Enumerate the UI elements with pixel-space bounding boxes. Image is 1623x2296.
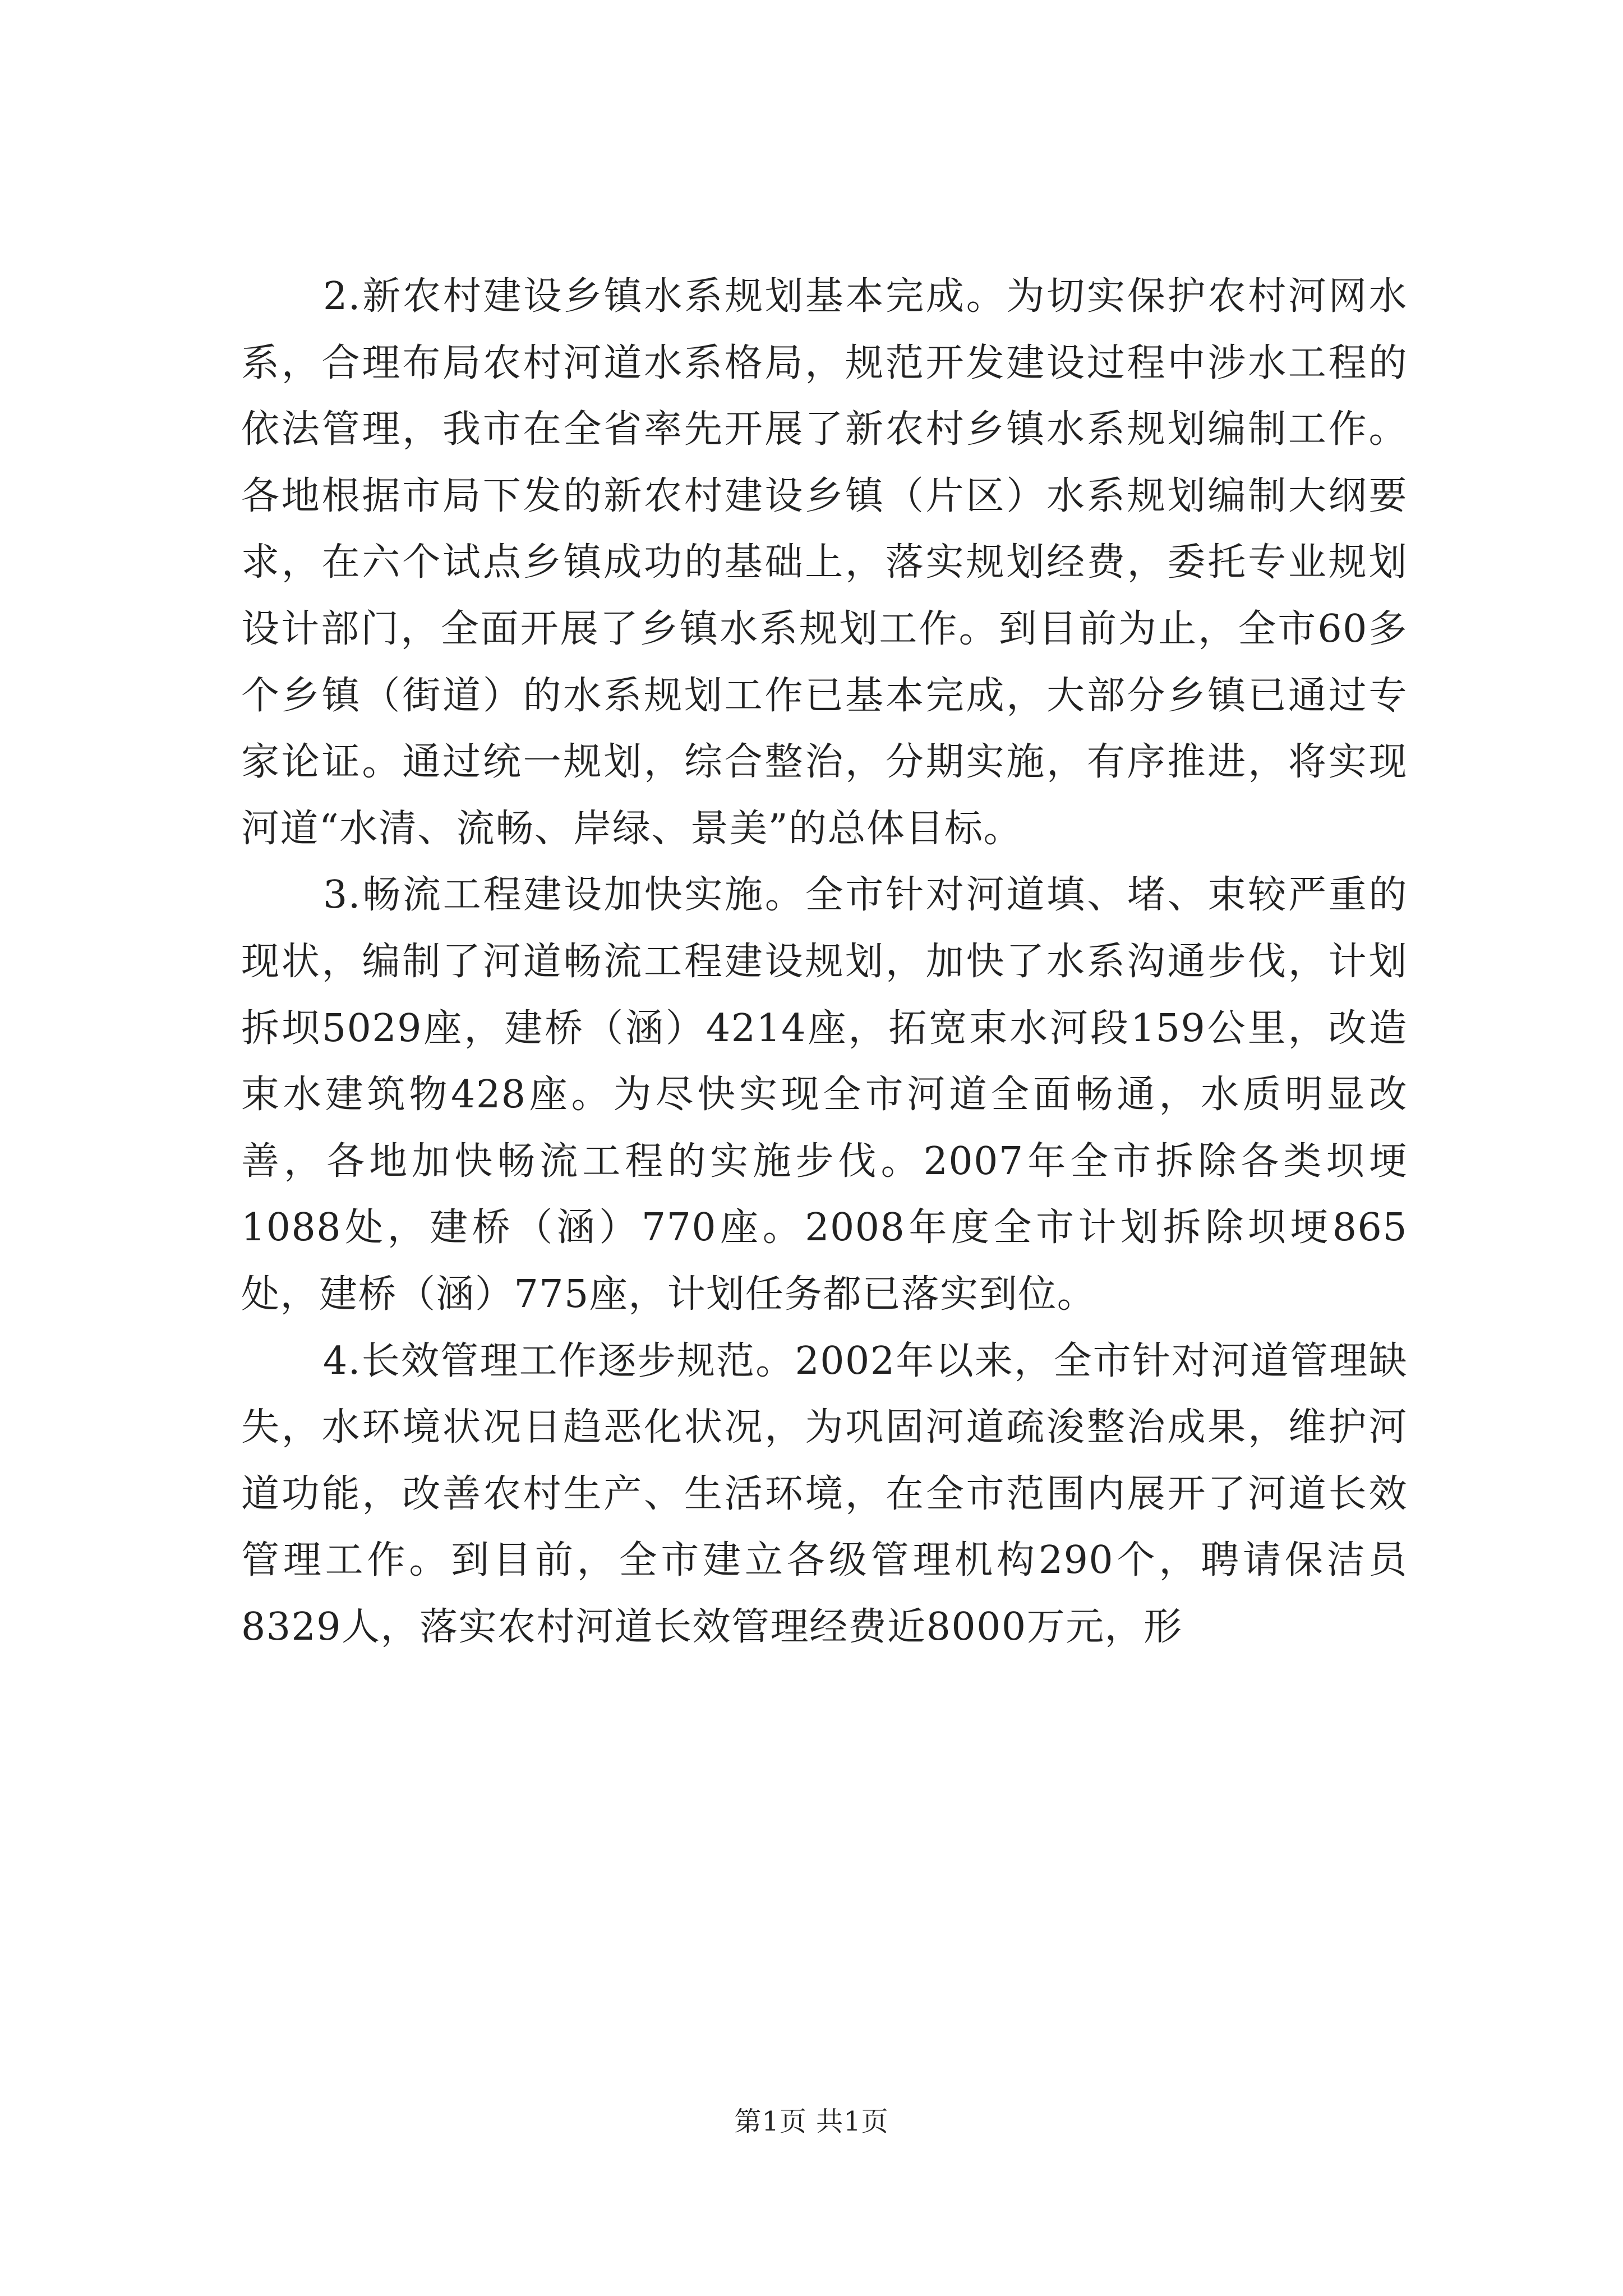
document-body [241, 264, 1408, 1660]
paragraph-2-water-system-planning: 2.新农村建设乡镇水系规划基本完成。为切实保护农村河网水系，合理布局农村河道水系格局，规范开发建设过程中涉水工程的依法管理，我市在全省率先开展了新农村乡镇水系规划编制工作。各地根据市局下发的新农村建设乡镇（片区）水系规划编制大纲要求，在六个试点乡镇成功的基础上，落实规划经费，委托专业规划设计部门，全面开展了乡镇水系规划工作。到目前为止，全市60多个乡镇（街道）的水系规划工作已基本完成，大部分乡镇已通过专家论证。通过统一规划，综合整治，分期实施，有序推进，将实现河道“水清、流畅、岸绿、景美”的总体目标。 [241, 274, 1408, 851]
paragraph-3-flow-projects: 3.畅流工程建设加快实施。全市针对河道填、堵、束较严重的现状，编制了河道畅流工程建设规划，加快了水系沟通步伐，计划拆坝5029座，建桥（涵）4214座，拓宽束水河段159公里，改造束水建筑物428座。为尽快实现全市河道全面畅通，水质明显改善，各地加快畅流工程的实施步伐。2007年全市拆除各类坝埂1088处，建桥（涵）770座。2008年度全市计划拆除坝埂865处，建桥（涵）775座，计划任务都已落实到位。 [241, 873, 1408, 1317]
paragraph-4-long-term-management: 4.长效管理工作逐步规范。2002年以来，全市针对河道管理缺失，水环境状况日趋恶化状况，为巩固河道疏浚整治成果，维护河道功能，改善农村生产、生活环境，在全市范围内展开了河道长效管理工作。到目前，全市建立各级管理机构290个，聘请保洁员8329人，落实农村河道长效管理经费近8000万元，形 [241, 1338, 1408, 1649]
page-footer: 第1页 共1页 [734, 2106, 889, 2137]
